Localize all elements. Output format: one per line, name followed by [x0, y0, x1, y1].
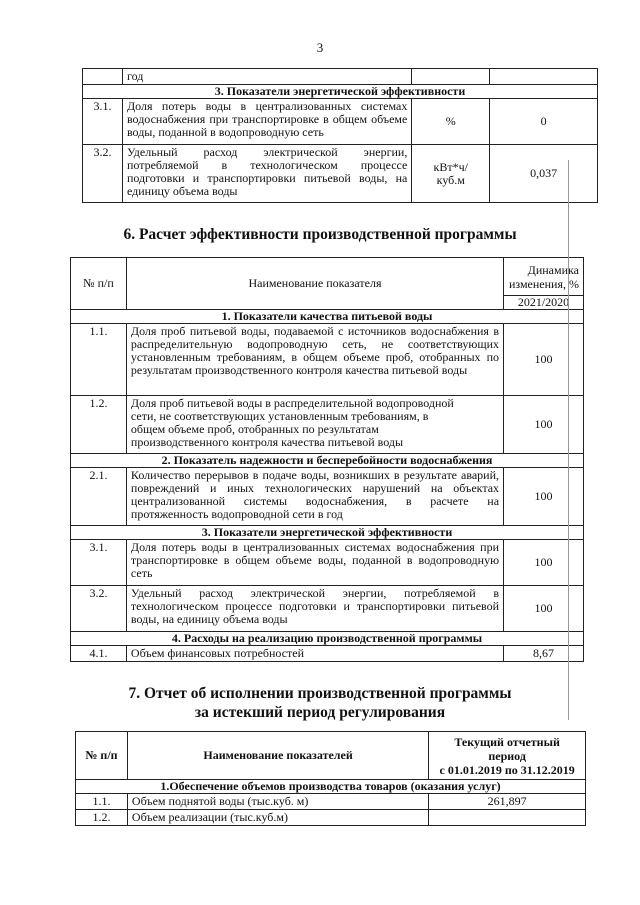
- header-dynamics-line: изменения, %: [508, 276, 579, 291]
- table-row: [76, 810, 586, 826]
- cell-num: 1.2.: [76, 810, 128, 826]
- group-row: [76, 780, 586, 794]
- header-period-line: период: [488, 748, 526, 763]
- table-row: [83, 69, 598, 85]
- table-row: [71, 396, 584, 454]
- header-name: Наименование показателей: [127, 732, 428, 780]
- cell-name: [126, 396, 503, 454]
- cell-num: 1.2.: [71, 396, 127, 454]
- scan-artifact-line: [568, 160, 569, 720]
- group-header: 3. Показатели энергетической эффективности: [71, 526, 584, 540]
- cell-name: Доля потерь воды в централизованных системах водоснабжения при транспортировке в общем объеме воды, поданной в водопроводную сеть: [122, 99, 411, 145]
- cell-value: 8,67: [504, 646, 584, 662]
- name-line: сети, не соответствующих установленным требованиям, в: [130, 409, 429, 423]
- cell-unit: %: [412, 99, 490, 145]
- table-row: [76, 794, 586, 810]
- table-row: [83, 99, 598, 145]
- cell-num: 3.1.: [71, 540, 127, 586]
- cell-name: Удельный расход электрической энергии, потребляемой в технологическом процессе подготовки и транспортировки питьевой воды, на единицу объема воды: [126, 586, 503, 632]
- header-num: № п/п: [71, 258, 127, 310]
- cell-num: 2.1.: [71, 468, 127, 526]
- cell-name: Доля проб питьевой воды, подаваемой с источников водоснабжения в распределительную водопроводную сеть, не соответствующих установленным требованиям, в общем объеме проб, отобранных по результатам производственного контроля качества питьевой воды: [126, 324, 503, 396]
- cell-num: 3.2.: [71, 586, 127, 632]
- cell-name: Объем реализации (тыс.куб.м): [127, 810, 428, 826]
- cell-unit: [412, 145, 490, 203]
- group-header: 1. Показатели качества питьевой воды: [71, 310, 584, 324]
- table-row: [71, 540, 584, 586]
- table-row: [71, 586, 584, 632]
- name-line: производственного контроля качества питьевой воды: [130, 435, 404, 449]
- page-number: 3: [316, 40, 324, 55]
- cell-value: 100: [504, 396, 584, 454]
- cell-num: 4.1.: [71, 646, 127, 662]
- unit-line: куб.м: [436, 172, 465, 187]
- section-7-title-line: за истекший период регулирования: [194, 704, 446, 721]
- header-dynamics: [504, 258, 584, 296]
- cell-value: 0: [490, 99, 598, 145]
- section-7-title-line: 7. Отчет об исполнении производственной программы: [128, 685, 512, 702]
- unit-line: кВт*ч/: [433, 159, 468, 174]
- section-6-title: 6. Расчет эффективности производственной программы: [123, 226, 517, 243]
- group-header: 4. Расходы на реализацию производственной программы: [71, 632, 584, 646]
- cell-name: Количество перерывов в подаче воды, возникших в результате аварий, повреждений и иных технологических нарушений на объектах централизованной системы водоснабжения, в расчете на протяженность водопроводной сети в год: [126, 468, 503, 526]
- cell-value: 100: [504, 540, 584, 586]
- cell-name: Доля потерь воды в централизованных системах водоснабжения при транспортировке в общем объеме воды, поданной в водопроводную сеть: [126, 540, 503, 586]
- table-row: [71, 646, 584, 662]
- table-row: [83, 145, 598, 203]
- cell-value: 261,897: [429, 794, 586, 810]
- table-header-row: [71, 258, 584, 296]
- group-header: 1.Обеспечение объемов производства товаров (оказания услуг): [76, 780, 586, 794]
- cell-name: Объем поднятой воды (тыс.куб. м): [127, 794, 428, 810]
- cell-name: год: [122, 69, 411, 85]
- header-period: 2021/2020: [504, 296, 584, 310]
- name-line: Доля проб питьевой воды в распределительной водопроводной: [130, 396, 454, 410]
- group-row: [71, 632, 584, 646]
- efficiency-indicators-table-continued: [82, 68, 598, 203]
- header-period: [429, 732, 586, 780]
- header-period-line: Текущий отчетный: [454, 734, 560, 749]
- table-row: [71, 324, 584, 396]
- program-execution-report-table: [75, 731, 586, 826]
- header-period-line: с 01.01.2019 по 31.12.2019: [439, 762, 575, 777]
- cell-num: 1.1.: [71, 324, 127, 396]
- section-7-title: [0, 684, 640, 722]
- name-line: общем объеме проб, отобранных по результатам: [130, 422, 379, 436]
- group-row: [71, 454, 584, 468]
- group-row: [71, 526, 584, 540]
- efficiency-calculation-table: [70, 257, 584, 662]
- cell-value: 0,037: [490, 145, 598, 203]
- table-row: [71, 468, 584, 526]
- cell-num: 1.1.: [76, 794, 128, 810]
- cell-value: 100: [504, 324, 584, 396]
- group-header: 2. Показатель надежности и бесперебойности водоснабжения: [71, 454, 584, 468]
- cell-num: 3.1.: [83, 99, 123, 145]
- cell-value: 100: [504, 468, 584, 526]
- section-header-row: [83, 85, 598, 99]
- header-name: Наименование показателя: [126, 258, 503, 310]
- cell-value: [429, 810, 586, 826]
- cell-value: 100: [504, 586, 584, 632]
- cell-name: Объем финансовых потребностей: [126, 646, 503, 662]
- cell-num: 3.2.: [83, 145, 123, 203]
- cell-name: Удельный расход электрической энергии, потребляемой в технологическом процессе подготовки и транспортировки питьевой воды, на единицу объема воды: [122, 145, 411, 203]
- group-row: [71, 310, 584, 324]
- header-num: № п/п: [76, 732, 128, 780]
- table-header-row: [76, 732, 586, 780]
- section-header: 3. Показатели энергетической эффективности: [83, 85, 598, 99]
- header-dynamics-line: Динамика: [527, 262, 579, 277]
